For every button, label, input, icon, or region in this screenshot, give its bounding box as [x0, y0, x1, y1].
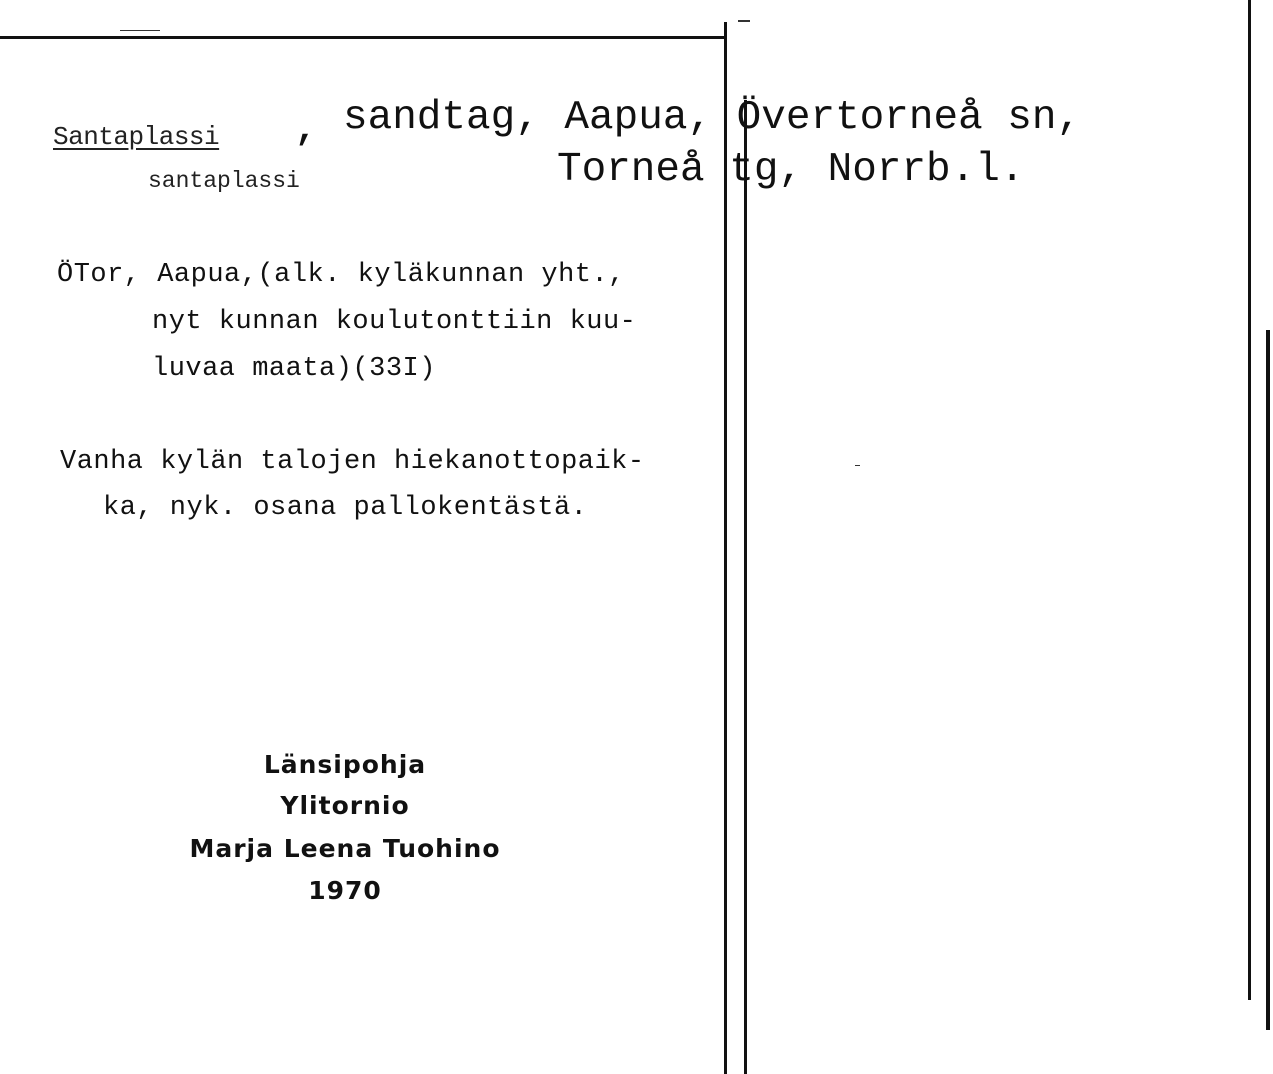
- headword: Santaplassi: [53, 122, 220, 152]
- gloss-line-2: Torneå tg, Norrb.l.: [557, 147, 1025, 193]
- card-top-border: [0, 36, 727, 39]
- scan-speck: [738, 20, 750, 22]
- description-line-2: ka, nyk. osana pallokentästä.: [103, 493, 588, 523]
- source-line-2: nyt kunnan koulutonttiin kuu-: [152, 307, 637, 337]
- scan-right-edge: [1248, 0, 1251, 1000]
- scan-speck: [855, 465, 860, 466]
- variant-form: santaplassi: [148, 168, 300, 194]
- stamp-municipality: Ylitornio: [280, 791, 410, 820]
- stamp-collector: Marja Leena Tuohino: [189, 834, 501, 863]
- source-line-1: ÖTor, Aapua,(alk. kyläkunnan yht.,: [57, 260, 625, 290]
- stamp-year: 1970: [308, 876, 382, 905]
- description-line-1: Vanha kylän talojen hiekanottopaik-: [60, 447, 645, 477]
- stamp-region: Länsipohja: [263, 750, 427, 779]
- scan-right-edge-outer: [1266, 330, 1270, 1030]
- source-line-3: luvaa maata)(33I): [152, 354, 436, 384]
- scan-speck: [120, 30, 160, 31]
- headword-separator: ,: [295, 109, 317, 150]
- gloss-line-1: sandtag, Aapua, Övertorneå sn,: [343, 95, 1082, 141]
- next-card-edge: [744, 100, 747, 1074]
